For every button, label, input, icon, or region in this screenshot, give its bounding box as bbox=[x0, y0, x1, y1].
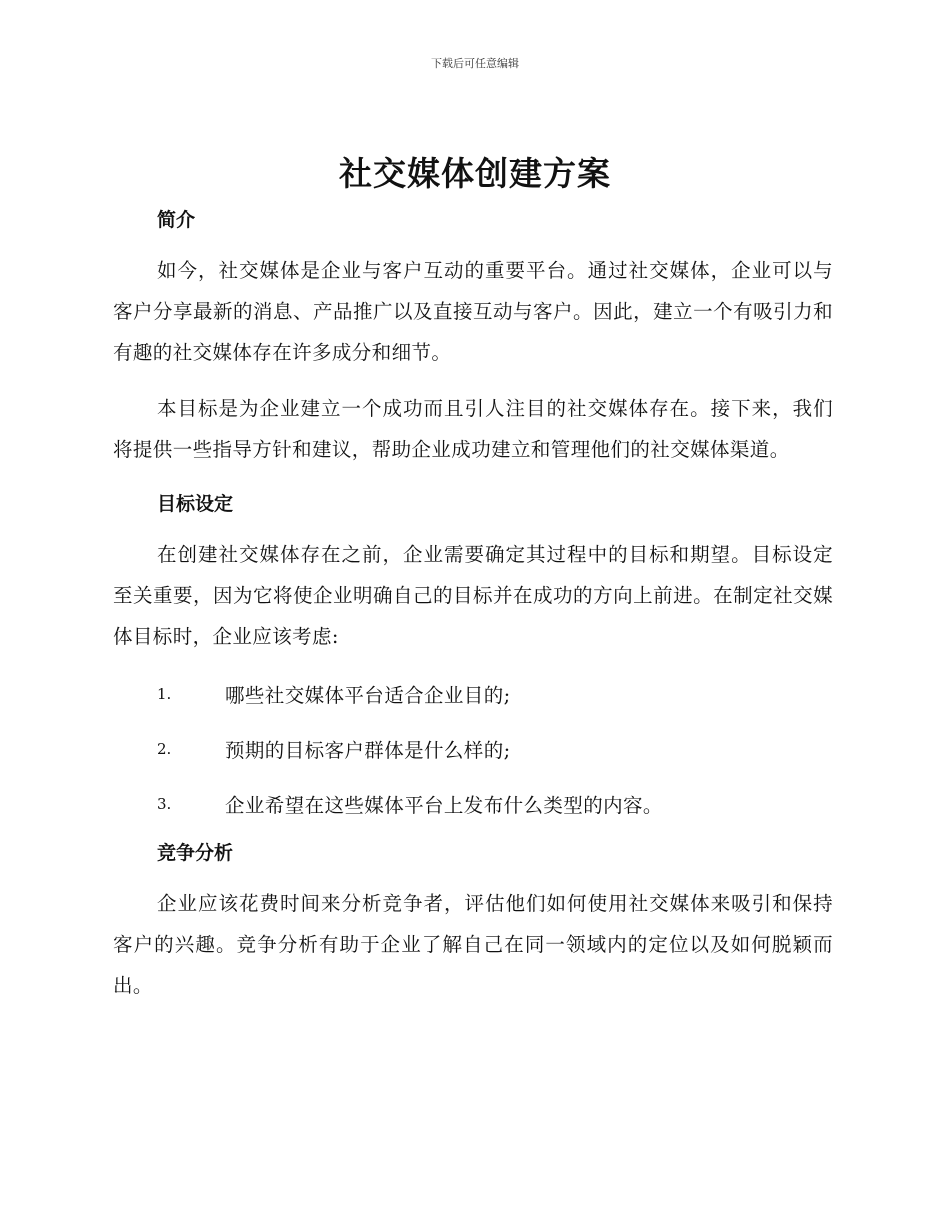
section-heading-competition: 竞争分析 bbox=[157, 842, 234, 864]
paragraph: 如今，社交媒体是企业与客户互动的重要平台。通过社交媒体，企业可以与客户分享最新的消息、产品推广以及直接互动与客户。因此，建立一个有吸引力和有趣的社交媒体存在许多成分和细节。 bbox=[113, 259, 833, 364]
paragraph: 企业应该花费时间来分析竞争者，评估他们如何使用社交媒体来吸引和保持客户的兴趣。竞争分析有助于企业了解自己在同一领域内的定位以及如何脱颖而出。 bbox=[113, 892, 833, 997]
list-number: 2. bbox=[157, 739, 172, 758]
list-number: 3. bbox=[157, 794, 172, 813]
document-body bbox=[113, 204, 833, 1006]
section-goals bbox=[113, 488, 833, 831]
header-note: 下载后可任意编辑 bbox=[431, 57, 519, 70]
list-item bbox=[113, 721, 833, 776]
section-intro bbox=[113, 204, 833, 470]
list-text: 企业希望在这些媒体平台上发布什么类型的内容。 bbox=[225, 793, 663, 817]
list-number: 1. bbox=[157, 684, 172, 703]
list-item bbox=[113, 776, 833, 831]
goals-list bbox=[113, 666, 833, 831]
document-title: 社交媒体创建方案 bbox=[339, 154, 611, 193]
list-item bbox=[113, 666, 833, 721]
section-heading-intro: 简介 bbox=[157, 209, 196, 231]
section-competition bbox=[113, 837, 833, 1006]
list-text: 预期的目标客户群体是什么样的; bbox=[225, 738, 511, 762]
section-heading-goals: 目标设定 bbox=[157, 493, 234, 515]
paragraph: 在创建社交媒体存在之前，企业需要确定其过程中的目标和期望。目标设定至关重要，因为它将使企业明确自己的目标并在成功的方向上前进。在制定社交媒体目标时，企业应该考虑: bbox=[113, 543, 833, 648]
list-text: 哪些社交媒体平台适合企业目的; bbox=[225, 683, 511, 707]
paragraph: 本目标是为企业建立一个成功而且引人注目的社交媒体存在。接下来，我们将提供一些指导方针和建议，帮助企业成功建立和管理他们的社交媒体渠道。 bbox=[113, 397, 833, 461]
